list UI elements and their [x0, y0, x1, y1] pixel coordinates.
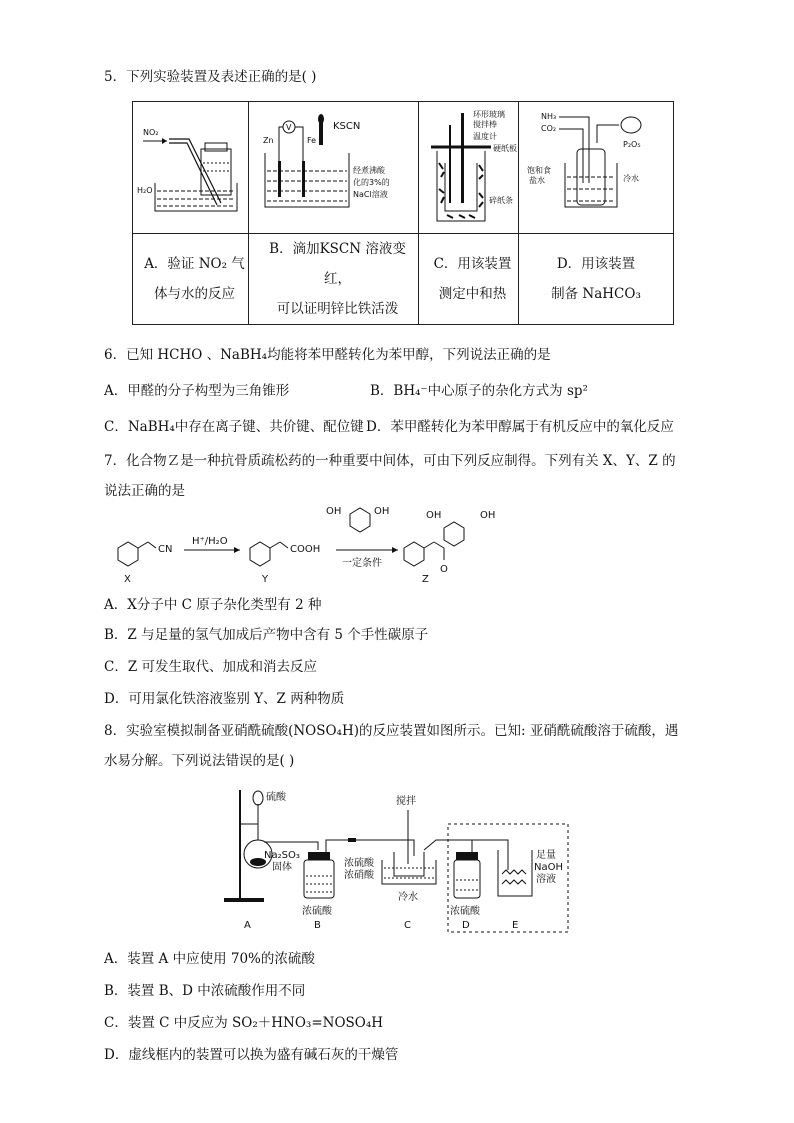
- q8-option-d: D．虚线框内的装置可以换为盛有碱石灰的干燥管: [104, 1047, 399, 1063]
- label-naoh1: 足量: [536, 850, 556, 861]
- resorcinol-oh-1: OH: [326, 506, 342, 517]
- label-z: Z: [422, 574, 429, 585]
- label-fe: Fe: [307, 135, 317, 145]
- label-D: D: [462, 920, 470, 931]
- q7-reaction-scheme: [104, 500, 524, 590]
- q5-option-d: D．用该装置 制备 NaHCO₃: [519, 234, 674, 325]
- q8-stem-line1: 8．实验室模拟制备亚硝酰硫酸(NOSO₄H)的反应装置如图所示。已知: 亚硝酰硫酸溶于硫酸，遇: [104, 723, 679, 739]
- q5-figure-d: [519, 102, 674, 234]
- q8-option-a: A．装置 A 中应使用 70%的浓硫酸: [104, 951, 315, 967]
- label-A: A: [244, 920, 251, 931]
- z-oh-1: OH: [426, 510, 442, 521]
- resorcinol-oh-2: OH: [374, 506, 390, 517]
- label-B: B: [314, 920, 321, 931]
- label-kscn: KSCN: [333, 120, 361, 132]
- label-thermometer: 温度计: [473, 131, 497, 141]
- q7-option-d: D．可用氯化铁溶液鉴别 Y、Z 两种物质: [104, 691, 345, 707]
- q5-option-a: A．验证 NO₂ 气 体与水的反应: [133, 234, 249, 325]
- q5-figure-b: [249, 102, 419, 234]
- z-carbonyl-o: O: [440, 564, 448, 575]
- label-zn: Zn: [263, 135, 274, 145]
- q8-option-b: B．装置 B、D 中浓硫酸作用不同: [104, 983, 306, 999]
- label-mix2: 浓硝酸: [344, 870, 374, 881]
- label-stirrer1: 环形玻璃: [473, 109, 505, 119]
- label-x: X: [124, 574, 131, 585]
- label-cardboard: 硬纸板: [493, 143, 517, 153]
- voltmeter-label: V: [286, 122, 292, 132]
- label-sulfuric: 硫酸: [266, 792, 286, 803]
- label-concB: 浓硫酸: [302, 906, 332, 917]
- q5-figure-a: [133, 102, 249, 234]
- label-na2so3: Na₂SO₃: [264, 850, 300, 861]
- label-sol1: 经煮沸酸: [353, 165, 385, 175]
- label-no2: NO₂: [143, 127, 159, 137]
- label-solid: 固体: [272, 862, 292, 873]
- q7-stem-line2: 说法正确的是: [104, 483, 185, 499]
- label-mix1: 浓硫酸: [344, 858, 374, 869]
- q8-apparatus: [218, 784, 574, 934]
- label-paper: 碎纸条: [489, 195, 513, 205]
- label-concD: 浓硫酸: [450, 906, 480, 917]
- q7-option-a: A．X分子中 C 原子杂化类型有 2 种: [104, 597, 322, 613]
- x-cn: CN: [158, 544, 173, 555]
- label-coldC: 冷水: [398, 892, 418, 903]
- label-stir: 搅拌: [396, 796, 416, 807]
- q5-figure-c: [419, 102, 519, 234]
- q6-option-d: D．苯甲醛转化为苯甲醇属于有机反应中的氧化反应: [366, 419, 674, 435]
- label-h2o: H₂O: [137, 185, 153, 195]
- condition-hydrolysis: H⁺/H₂O: [192, 536, 228, 547]
- y-cooh: COOH: [290, 544, 321, 555]
- q7-option-b: B．Z 与足量的氢气加成后产物中含有 5 个手性碳原子: [104, 627, 429, 643]
- q5-option-b: B．滴加KSCN 溶液变红， 可以证明锌比铁活泼: [249, 234, 419, 325]
- q7-option-c: C．Z 可发生取代、加成和消去反应: [104, 659, 318, 675]
- q6-stem: 6．已知 HCHO 、NaBH₄均能将苯甲醛转化为苯甲醇，下列说法正确的是: [104, 347, 551, 363]
- label-brine1: 饱和食: [527, 165, 551, 175]
- condition-2: 一定条件: [342, 558, 382, 569]
- label-coldwater: 冷水: [623, 173, 639, 183]
- q5-stem: 5．下列实验装置及表述正确的是( ): [104, 69, 317, 85]
- label-naoh2: NaOH: [534, 862, 563, 873]
- q6-option-c: C．NaBH₄中存在离子键、共价键、配位键: [104, 419, 364, 435]
- label-sol3: NaCl溶液: [353, 189, 388, 199]
- label-E: E: [512, 920, 519, 931]
- q8-stem-line2: 水易分解。下列说法错误的是( ): [104, 753, 295, 769]
- label-naoh3: 溶液: [536, 874, 556, 885]
- label-nh3: NH₃: [541, 111, 557, 121]
- label-stirrer2: 搅拌棒: [473, 119, 497, 129]
- label-brine2: 盐水: [529, 175, 545, 185]
- label-p2o5: P₂O₅: [623, 139, 641, 149]
- q5-apparatus-table: [132, 101, 674, 325]
- label-co2: CO₂: [541, 123, 557, 133]
- q8-option-c: C．装置 C 中反应为 SO₂＋HNO₃=NOSO₄H: [104, 1015, 384, 1031]
- q7-stem-line1: 7．化合物Ｚ是一种抗骨质疏松药的一种重要中间体，可由下列反应制得。下列有关 X、Y、Z 的: [104, 453, 676, 469]
- label-y: Y: [262, 574, 269, 585]
- label-sol2: 化的3%的: [353, 177, 390, 187]
- q5-option-c: C．用该装置 测定中和热: [419, 234, 519, 325]
- q6-option-a: A．甲醛的分子构型为三角锥形: [104, 383, 290, 399]
- label-C: C: [404, 920, 411, 931]
- z-oh-2: OH: [480, 510, 496, 521]
- q6-option-b: B．BH₄⁻中心原子的杂化方式为 sp²: [370, 383, 588, 399]
